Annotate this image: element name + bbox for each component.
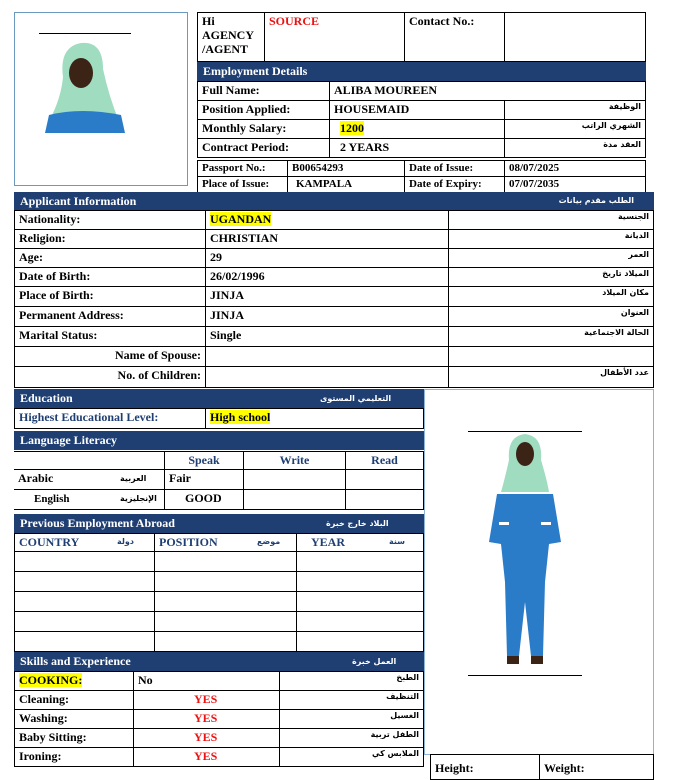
skills-title-ar: العمل خبرة [352, 657, 397, 666]
contact-value [504, 12, 646, 62]
applicant-arabic: مكان الميلاد [448, 286, 654, 307]
country-label-ar: دولة [117, 537, 134, 546]
applicant-label: Age: [14, 248, 206, 268]
position-arabic: الوظيفة [504, 100, 646, 120]
salary-value-cell [329, 119, 505, 139]
issue-date-label: Date of Issue: [404, 160, 505, 177]
previous-employment-header [14, 514, 424, 533]
language-name-ar: العربية [120, 474, 147, 483]
contract-label: Contract Period: [197, 138, 330, 158]
applicant-label: Name of Spouse: [14, 346, 206, 367]
previous-employment-year-cell [296, 631, 424, 652]
language-write [243, 489, 346, 510]
skill-label: Ironing: [19, 749, 62, 763]
position-label: Position Applied: [197, 100, 330, 120]
skills-title: Skills and Experience [20, 654, 131, 668]
previous-employment-position-cell [154, 611, 297, 632]
salary-value: 1200 [340, 121, 364, 135]
employment-details-header: Employment Details [197, 62, 646, 81]
language-name-ar: الإنجليزية [120, 494, 157, 503]
applicant-label: Permanent Address: [14, 306, 206, 327]
education-header [14, 389, 424, 408]
speak-header: Speak [164, 451, 244, 470]
passport-no-value: B00654293 [287, 160, 405, 177]
applicant-value: JINJA [210, 288, 245, 302]
full-name-label: Full Name: [197, 81, 330, 101]
language-header: Language Literacy [14, 431, 424, 450]
previous-employment-country-cell [14, 551, 155, 572]
previous-employment-country-cell [14, 611, 155, 632]
applicant-info-title-ar: الطلب مقدم بيانات [558, 196, 634, 205]
year-header [296, 533, 424, 552]
weight-label: Weight: [539, 754, 654, 780]
skill-label-cell [14, 747, 134, 767]
fullbody-photo-frame [424, 389, 654, 755]
applicant-value-cell [205, 229, 449, 249]
applicant-value-cell [205, 248, 449, 268]
previous-employment-year-cell [296, 611, 424, 632]
salary-arabic: الشهري الراتب [504, 119, 646, 139]
country-header [14, 533, 155, 552]
applicant-value-cell [205, 210, 449, 230]
skill-arabic: الطبخ [279, 671, 424, 691]
language-read [345, 489, 424, 510]
previous-employment-year-cell [296, 551, 424, 572]
position-header [154, 533, 297, 552]
fullbody-photo-line-bottom [468, 675, 582, 676]
skill-value: YES [133, 747, 280, 767]
portrait-photo [41, 37, 127, 133]
previous-employment-position-cell [154, 631, 297, 652]
year-label-ar: سنة [389, 537, 405, 546]
language-name-cell [14, 469, 165, 490]
education-title-ar: التعليمي المستوى [320, 394, 392, 403]
applicant-value: CHRISTIAN [210, 231, 279, 245]
language-name-cell [14, 489, 165, 510]
applicant-value-cell [205, 346, 449, 367]
previous-employment-country-cell [14, 591, 155, 612]
country-label: COUNTRY [19, 535, 80, 549]
language-speak: Fair [164, 469, 244, 490]
applicant-label: Religion: [14, 229, 206, 249]
previous-employment-year-cell [296, 571, 424, 592]
applicant-arabic: العمر [448, 248, 654, 268]
previous-employment-country-cell [14, 631, 155, 652]
skill-value: YES [133, 709, 280, 729]
full-name-value: ALIBA MOUREEN [329, 81, 646, 101]
photo-line [39, 33, 131, 34]
skill-label-cell [14, 728, 134, 748]
previous-employment-country-cell [14, 571, 155, 592]
height-label: Height: [430, 754, 540, 780]
expiry-label: Date of Expiry: [404, 176, 505, 193]
write-header: Write [243, 451, 346, 470]
previous-employment-position-cell [154, 591, 297, 612]
contact-label: Contact No.: [404, 12, 505, 62]
applicant-arabic [448, 346, 654, 367]
portrait-photo-frame [14, 12, 188, 186]
language-blank-head [14, 451, 165, 470]
applicant-arabic: الحالة الاجتماعية [448, 326, 654, 347]
language-speak: GOOD [164, 489, 244, 510]
applicant-value: 26/02/1996 [210, 269, 265, 283]
previous-employment-position-cell [154, 571, 297, 592]
issue-date-value: 08/07/2025 [504, 160, 646, 177]
education-level-label: Highest Educational Level: [14, 408, 206, 429]
skill-label-cell [14, 690, 134, 710]
applicant-value-cell [205, 306, 449, 327]
applicant-arabic: عدد الأطفال [448, 366, 654, 388]
applicant-arabic: العنوان [448, 306, 654, 327]
applicant-info-title: Applicant Information [20, 194, 137, 208]
previous-employment-year-cell [296, 591, 424, 612]
skill-value: No [133, 671, 280, 691]
applicant-value-cell [205, 267, 449, 287]
greeting-cell: Hi AGENCY /AGENT [197, 12, 265, 62]
skill-label: COOKING: [19, 673, 83, 687]
applicant-label: Marital Status: [14, 326, 206, 347]
applicant-value-cell [205, 286, 449, 307]
position-label-ar: موضع [257, 537, 281, 546]
language-write [243, 469, 346, 490]
place-issue-value: KAMPALA [287, 176, 405, 193]
previous-employment-title: Previous Employment Abroad [20, 516, 175, 530]
skill-arabic: الغسيل [279, 709, 424, 729]
salary-label: Monthly Salary: [197, 119, 330, 139]
education-level-value: High school [210, 410, 271, 424]
applicant-value: JINJA [210, 308, 245, 322]
skill-label: Washing: [19, 711, 68, 725]
education-title: Education [20, 391, 73, 405]
applicant-value-cell [205, 366, 449, 388]
passport-no-label: Passport No.: [197, 160, 288, 177]
language-read [345, 469, 424, 490]
applicant-info-header [14, 192, 654, 210]
applicant-value-cell [205, 326, 449, 347]
contract-arabic: العقد مدة [504, 138, 646, 158]
applicant-label: Date of Birth: [14, 267, 206, 287]
skill-value: YES [133, 690, 280, 710]
applicant-label: Place of Birth: [14, 286, 206, 307]
skill-value: YES [133, 728, 280, 748]
fullbody-photo [483, 432, 567, 672]
skill-label: Baby Sitting: [19, 730, 87, 744]
source-cell: SOURCE [264, 12, 405, 62]
applicant-value: Single [210, 328, 242, 342]
year-label: YEAR [311, 535, 346, 549]
skill-arabic: التنظيف [279, 690, 424, 710]
previous-employment-position-cell [154, 551, 297, 572]
skill-label-cell [14, 709, 134, 729]
skill-label: Cleaning: [19, 692, 70, 706]
language-name: English [34, 493, 70, 505]
applicant-label: No. of Children: [14, 366, 206, 388]
position-label: POSITION [159, 535, 218, 549]
education-level-cell [205, 408, 424, 429]
expiry-value: 07/07/2035 [504, 176, 646, 193]
applicant-arabic: الميلاد تاريخ [448, 267, 654, 287]
skill-arabic: الملابس كي [279, 747, 424, 767]
skills-header [14, 652, 424, 671]
applicant-arabic: الديانة [448, 229, 654, 249]
contract-value: 2 YEARS [329, 138, 505, 158]
previous-employment-title-ar: البلاد خارج خبرة [326, 519, 389, 528]
skill-arabic: الطفل تربية [279, 728, 424, 748]
applicant-value: UGANDAN [210, 212, 272, 226]
place-issue-label: Place of Issue: [197, 176, 288, 193]
applicant-value: 29 [210, 250, 222, 264]
applicant-label: Nationality: [14, 210, 206, 230]
skill-label-cell [14, 671, 134, 691]
position-value: HOUSEMAID [329, 100, 505, 120]
read-header: Read [345, 451, 424, 470]
applicant-arabic: الجنسية [448, 210, 654, 230]
language-name: Arabic [18, 471, 54, 485]
